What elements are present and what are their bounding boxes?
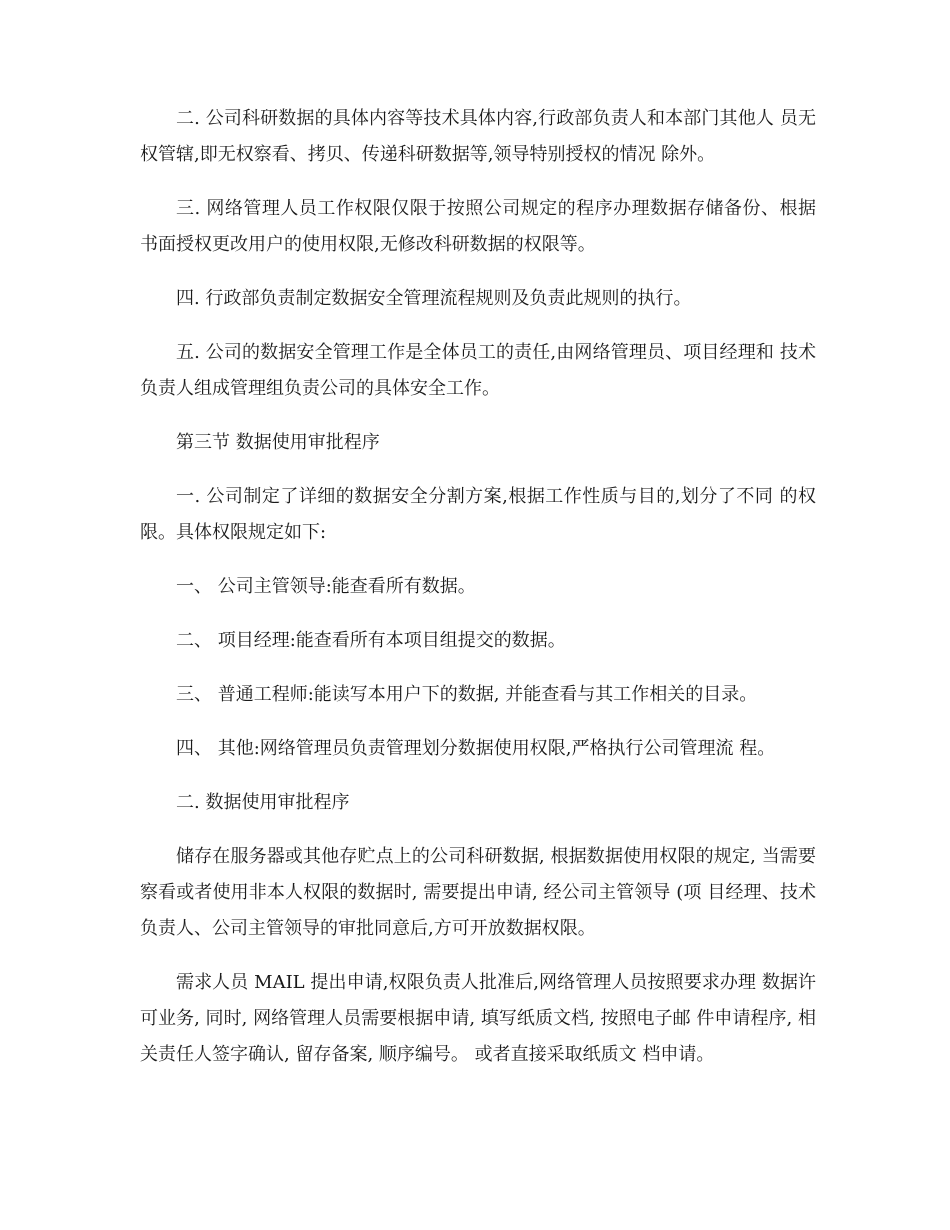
permission-item-leader: 一、 公司主管领导:能查看所有数据。 bbox=[176, 576, 476, 597]
permission-item-project-manager: 二、 项目经理:能查看所有本项目组提交的数据。 bbox=[176, 630, 566, 651]
paragraph-section2-item5: 五. 公司的数据安全管理工作是全体员工的责任,由网络管理员、项目经理和 技术负责人组成管理组负责公司的具体安全工作。 bbox=[140, 342, 816, 399]
paragraph-section2-item4: 四. 行政部负责制定数据安全管理流程规则及负责此规则的执行。 bbox=[176, 288, 692, 309]
document-body bbox=[140, 101, 816, 1091]
permission-item-engineer: 三、 普通工程师:能读写本用户下的数据, 并能查看与其工作相关的目录。 bbox=[176, 684, 758, 705]
paragraph-mail-request: 需求人员 MAIL 提出申请,权限负责人批准后,网络管理人员按照要求办理 数据许可业务, 同时, 网络管理人员需要根据申请, 填写纸质文档, 按照电子邮 件申请程序, 相关责任人签字确认, 留存备案, 顺序编号。 或者直接采取纸质文 档申请。 bbox=[140, 972, 816, 1065]
permission-item-other: 四、 其他:网络管理员负责管理划分数据使用权限,严格执行公司管理流 程。 bbox=[176, 738, 776, 759]
paragraph-section2-item2: 二. 公司科研数据的具体内容等技术具体内容,行政部负责人和本部门其他人 员无权管辖,即无权察看、拷贝、传递科研数据等,领导特别授权的情况 除外。 bbox=[140, 108, 816, 165]
paragraph-section3-item1: 一. 公司制定了详细的数据安全分割方案,根据工作性质与目的,划分了不同 的权限。具体权限规定如下: bbox=[140, 486, 816, 543]
paragraph-section2-item3: 三. 网络管理人员工作权限仅限于按照公司规定的程序办理数据存储备份、根据书面授权更改用户的使用权限,无修改科研数据的权限等。 bbox=[140, 198, 816, 255]
subheading-approval-procedure: 二. 数据使用审批程序 bbox=[176, 792, 350, 813]
paragraph-approval-request: 储存在服务器或其他存贮点上的公司科研数据, 根据数据使用权限的规定, 当需要察看或者使用非本人权限的数据时, 需要提出申请, 经公司主管领导 (项 目经理、技术负责人、公司主管领导的审批同意后,方可开放数据权限。 bbox=[140, 846, 816, 939]
section-heading-3: 第三节 数据使用审批程序 bbox=[176, 432, 380, 453]
